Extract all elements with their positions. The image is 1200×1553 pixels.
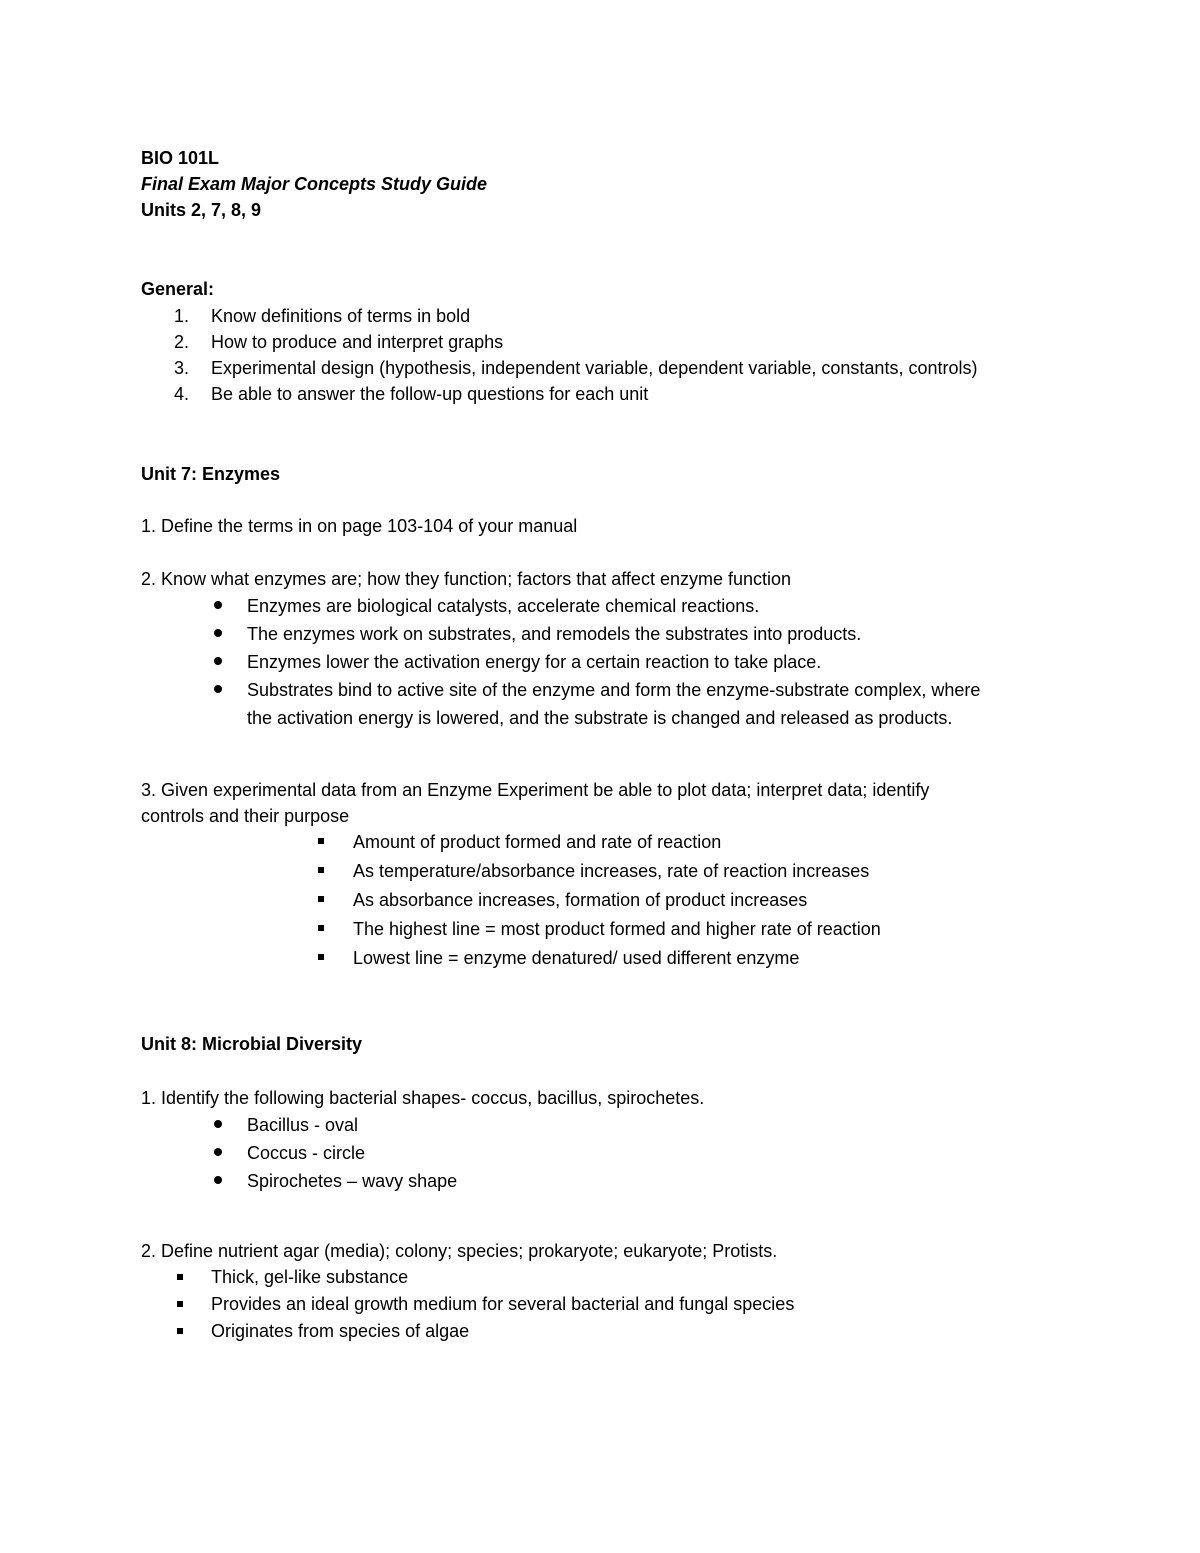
document-title: Final Exam Major Concepts Study Guide xyxy=(141,174,488,194)
square-bullet-icon xyxy=(177,1301,183,1307)
square-bullet-icon xyxy=(177,1328,183,1334)
square-bullet-icon xyxy=(318,925,324,931)
list-item: Know definitions of terms in bold xyxy=(211,306,471,326)
square-bullet-icon xyxy=(318,896,324,902)
list-item: Coccus - circle xyxy=(247,1143,366,1163)
unit7-question-1: 1. Define the terms in on page 103-104 of your manual xyxy=(141,516,578,536)
list-item: As temperature/absorbance increases, rate of reaction increases xyxy=(353,861,870,881)
list-item: Be able to answer the follow-up questions for each unit xyxy=(211,384,649,404)
bullet-icon xyxy=(214,1176,222,1184)
list-item: Bacillus - oval xyxy=(247,1115,359,1135)
unit7-question-2: 2. Know what enzymes are; how they function; factors that affect enzyme function xyxy=(141,569,792,589)
list-number: 4. xyxy=(174,384,190,404)
list-item-continuation: the activation energy is lowered, and the substrate is changed and released as products. xyxy=(247,708,953,728)
unit7-question-3: 3. Given experimental data from an Enzyme Experiment be able to plot data; interpret data; identify xyxy=(141,780,930,800)
unit8-question-1: 1. Identify the following bacterial shapes- coccus, bacillus, spirochetes. xyxy=(141,1088,705,1108)
bullet-icon xyxy=(214,657,222,665)
bullet-icon xyxy=(214,629,222,637)
course-code: BIO 101L xyxy=(141,148,220,168)
square-bullet-icon xyxy=(177,1274,183,1280)
bullet-icon xyxy=(214,685,222,693)
list-item: Amount of product formed and rate of reaction xyxy=(353,832,722,852)
list-item: Enzymes lower the activation energy for a certain reaction to take place. xyxy=(247,652,822,672)
list-number: 2. xyxy=(174,332,190,352)
list-number: 3. xyxy=(174,358,190,378)
unit7-heading: Unit 7: Enzymes xyxy=(141,464,281,484)
square-bullet-icon xyxy=(318,954,324,960)
bullet-icon xyxy=(214,601,222,609)
unit7-question-3-cont: controls and their purpose xyxy=(141,806,350,826)
list-item: Spirochetes – wavy shape xyxy=(247,1171,458,1191)
unit8-question-2: 2. Define nutrient agar (media); colony; species; prokaryote; eukaryote; Protists. xyxy=(141,1241,778,1261)
list-number: 1. xyxy=(174,306,190,326)
list-item: The enzymes work on substrates, and remodels the substrates into products. xyxy=(247,624,862,644)
list-item: Experimental design (hypothesis, independent variable, dependent variable, constants, controls) xyxy=(211,358,978,378)
list-item: Thick, gel-like substance xyxy=(211,1267,409,1287)
list-item: Originates from species of algae xyxy=(211,1321,470,1341)
bullet-icon xyxy=(214,1120,222,1128)
general-heading: General: xyxy=(141,279,215,299)
list-item: Lowest line = enzyme denatured/ used different enzyme xyxy=(353,948,800,968)
square-bullet-icon xyxy=(318,838,324,844)
list-item: Substrates bind to active site of the enzyme and form the enzyme-substrate complex, where xyxy=(247,680,981,700)
list-item: As absorbance increases, formation of product increases xyxy=(353,890,808,910)
list-item: How to produce and interpret graphs xyxy=(211,332,504,352)
list-item: The highest line = most product formed and higher rate of reaction xyxy=(353,919,881,939)
square-bullet-icon xyxy=(318,867,324,873)
list-item: Enzymes are biological catalysts, accelerate chemical reactions. xyxy=(247,596,760,616)
units-line: Units 2, 7, 8, 9 xyxy=(141,200,262,220)
unit8-heading: Unit 8: Microbial Diversity xyxy=(141,1034,363,1054)
bullet-icon xyxy=(214,1148,222,1156)
list-item: Provides an ideal growth medium for several bacterial and fungal species xyxy=(211,1294,795,1314)
